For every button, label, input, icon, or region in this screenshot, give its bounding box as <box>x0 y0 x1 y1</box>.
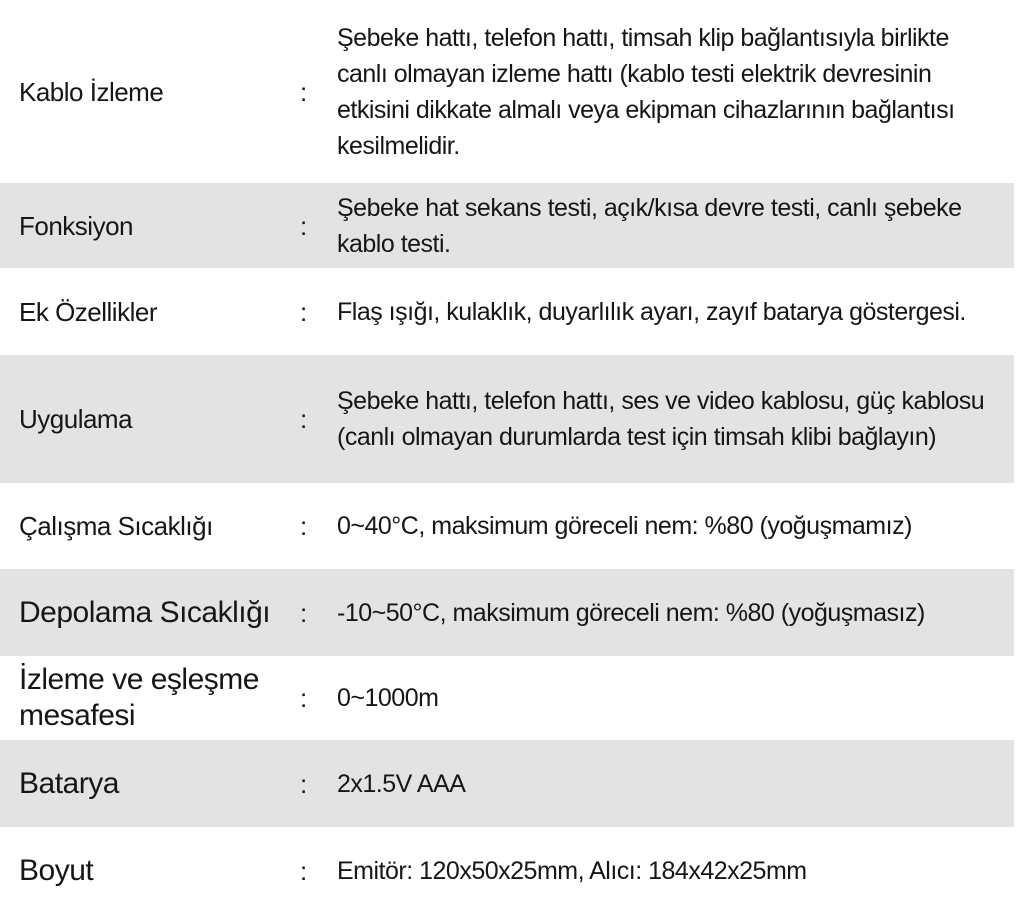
spec-value: 2x1.5V AAA <box>337 769 466 798</box>
spec-row-battery <box>0 740 1014 827</box>
spec-label: Fonksiyon <box>19 210 133 241</box>
spec-row-extra-features <box>0 268 1014 355</box>
spec-label: Batarya <box>19 766 119 800</box>
spec-separator: : <box>300 210 308 241</box>
spec-separator: : <box>300 768 308 799</box>
spec-row-storage-temperature <box>0 569 1014 656</box>
spec-label: Depolama Sıcaklığı <box>19 595 271 629</box>
spec-value: Flaş ışığı, kulaklık, duyarlılık ayarı, zayıf batarya göstergesi. <box>337 297 966 326</box>
spec-value: 0~1000m <box>337 684 439 712</box>
spec-value: -10~50°C, maksimum göreceli nem: %80 (yoğuşmasız) <box>337 598 925 627</box>
spec-separator: : <box>300 296 308 327</box>
spec-label: Çalışma Sıcaklığı <box>19 511 213 541</box>
spec-value: Şebeke hattı, telefon hattı, ses ve video kablosu, güç kablosu (canlı olmayan durumlarda test için timsah klibi bağlayın) <box>337 387 985 451</box>
spec-label: Uygulama <box>19 404 133 434</box>
spec-separator: : <box>300 511 308 541</box>
spec-row-cable-tracing <box>0 0 1014 183</box>
spec-separator: : <box>300 597 308 628</box>
spec-label: Ek Özellikler <box>19 296 157 327</box>
spec-separator: : <box>300 855 308 886</box>
spec-value: Şebeke hattı, telefon hattı, timsah klip bağlantısıyla birlikte canlı olmayan izleme hattı (kablo testi elektrik devresinin etkisini dikkate almalı veya ekipman cihazlarının bağlantısı kesilmelidir. <box>337 23 955 160</box>
spec-row-application <box>0 355 1014 483</box>
spec-separator: : <box>300 404 308 434</box>
spec-value: Emitör: 120x50x25mm, Alıcı: 184x42x25mm <box>337 856 807 885</box>
spec-row-tracing-distance <box>0 656 1014 740</box>
spec-row-operating-temperature <box>0 483 1014 569</box>
spec-label: Boyut <box>19 853 94 887</box>
spec-value: 0~40°C, maksimum göreceli nem: %80 (yoğuşmamız) <box>337 512 912 540</box>
spec-row-dimensions <box>0 827 1014 914</box>
spec-separator: : <box>300 683 308 713</box>
spec-separator: : <box>300 76 308 107</box>
spec-row-function <box>0 183 1014 268</box>
spec-value: Şebeke hat sekans testi, açık/kısa devre testi, canlı şebeke kablo testi. <box>337 193 962 258</box>
spec-label: İzleme ve eşleşme mesafesi <box>19 663 259 732</box>
spec-label: Kablo İzleme <box>19 76 164 107</box>
